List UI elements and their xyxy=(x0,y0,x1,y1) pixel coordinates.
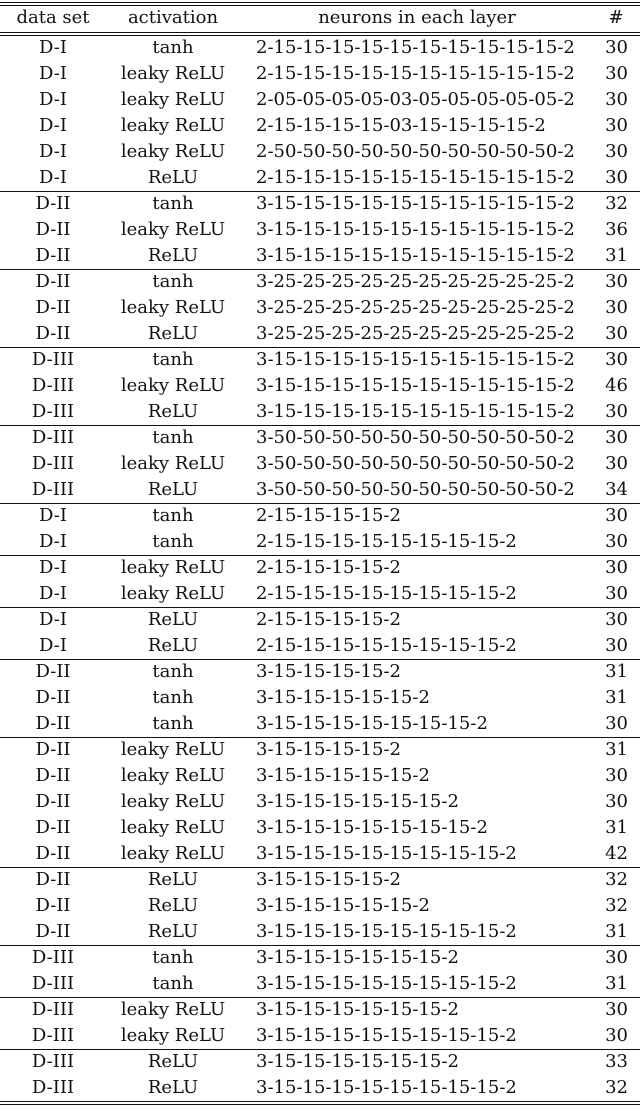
cell-neurons: 3-50-50-50-50-50-50-50-50-50-50-2 xyxy=(256,453,575,474)
cell-data-set: D-I xyxy=(39,89,67,110)
cell-data-set: D-II xyxy=(35,297,71,318)
cell-data-set: D-III xyxy=(31,453,75,474)
cell-neurons: 3-15-15-15-15-15-2 xyxy=(256,895,430,916)
cell-neurons: 3-15-15-15-15-15-15-15-15-2 xyxy=(256,973,517,994)
cell-data-set: D-II xyxy=(35,921,71,942)
cell-activation: tanh xyxy=(152,661,194,682)
table-row xyxy=(0,399,640,425)
cell-neurons: 3-15-15-15-15-15-15-15-15-2 xyxy=(256,843,517,864)
cell-count: 31 xyxy=(605,973,628,994)
cell-count: 30 xyxy=(605,999,628,1020)
table-row xyxy=(0,763,640,789)
cell-neurons: 2-15-15-15-15-15-15-15-15-15-15-2 xyxy=(256,63,575,84)
cell-activation: tanh xyxy=(152,349,194,370)
cell-neurons: 3-15-15-15-15-15-15-15-15-2 xyxy=(256,921,517,942)
table-row xyxy=(0,971,640,997)
cell-count: 31 xyxy=(605,687,628,708)
cell-neurons: 3-15-15-15-15-2 xyxy=(256,869,401,890)
cell-activation: ReLU xyxy=(147,1051,199,1072)
cell-count: 30 xyxy=(605,37,628,58)
cell-count: 30 xyxy=(605,167,628,188)
header-activation: activation xyxy=(127,7,219,28)
cell-count: 30 xyxy=(605,531,628,552)
cell-count: 34 xyxy=(605,479,628,500)
cell-neurons: 2-15-15-15-15-15-15-15-15-15-15-2 xyxy=(256,167,575,188)
table-row xyxy=(0,633,640,659)
cell-neurons: 3-50-50-50-50-50-50-50-50-50-50-2 xyxy=(256,427,575,448)
top-rule xyxy=(0,2,640,3)
cell-neurons: 3-15-15-15-15-15-2 xyxy=(256,687,430,708)
table-row xyxy=(0,815,640,841)
cell-data-set: D-II xyxy=(35,713,71,734)
table-row xyxy=(0,61,640,87)
cell-activation: tanh xyxy=(152,687,194,708)
cell-count: 30 xyxy=(605,323,628,344)
bottom-rule xyxy=(0,1101,640,1102)
cell-activation: tanh xyxy=(152,505,194,526)
table-row xyxy=(0,165,640,191)
table-row xyxy=(0,659,640,685)
cell-data-set: D-I xyxy=(39,635,67,656)
table-row xyxy=(0,217,640,243)
cell-neurons: 2-50-50-50-50-50-50-50-50-50-50-2 xyxy=(256,141,575,162)
cell-activation: ReLU xyxy=(147,245,199,266)
cell-activation: leaky ReLU xyxy=(120,453,226,474)
header-row xyxy=(0,5,640,31)
cell-data-set: D-II xyxy=(35,271,71,292)
table-row xyxy=(0,945,640,971)
cell-activation: leaky ReLU xyxy=(120,89,226,110)
cell-count: 30 xyxy=(605,791,628,812)
table-row xyxy=(0,581,640,607)
cell-data-set: D-II xyxy=(35,817,71,838)
cell-count: 30 xyxy=(605,583,628,604)
cell-data-set: D-I xyxy=(39,141,67,162)
cell-activation: tanh xyxy=(152,427,194,448)
cell-activation: tanh xyxy=(152,531,194,552)
cell-activation: ReLU xyxy=(147,479,199,500)
cell-neurons: 3-15-15-15-15-15-15-15-15-15-15-2 xyxy=(256,193,575,214)
table-row xyxy=(0,321,640,347)
cell-count: 30 xyxy=(605,505,628,526)
cell-data-set: D-I xyxy=(39,557,67,578)
cell-neurons: 3-15-15-15-15-15-15-15-2 xyxy=(256,713,488,734)
cell-count: 30 xyxy=(605,141,628,162)
cell-data-set: D-III xyxy=(31,999,75,1020)
cell-neurons: 3-15-15-15-15-15-15-15-15-2 xyxy=(256,1077,517,1098)
cell-count: 46 xyxy=(605,375,628,396)
table-row xyxy=(0,841,640,867)
table-row xyxy=(0,295,640,321)
table-row xyxy=(0,425,640,451)
table-row xyxy=(0,711,640,737)
cell-activation: ReLU xyxy=(147,323,199,344)
cell-neurons: 3-15-15-15-15-15-15-15-15-15-15-2 xyxy=(256,245,575,266)
cell-activation: ReLU xyxy=(147,401,199,422)
cell-count: 30 xyxy=(605,271,628,292)
cell-activation: tanh xyxy=(152,713,194,734)
cell-count: 31 xyxy=(605,817,628,838)
cell-data-set: D-II xyxy=(35,739,71,760)
table-row xyxy=(0,35,640,61)
cell-activation: leaky ReLU xyxy=(120,765,226,786)
cell-activation: ReLU xyxy=(147,609,199,630)
cell-activation: ReLU xyxy=(147,635,199,656)
cell-count: 30 xyxy=(605,947,628,968)
cell-count: 30 xyxy=(605,63,628,84)
cell-neurons: 2-15-15-15-15-2 xyxy=(256,609,401,630)
cell-count: 31 xyxy=(605,739,628,760)
cell-count: 30 xyxy=(605,427,628,448)
table-row xyxy=(0,685,640,711)
cell-data-set: D-III xyxy=(31,1077,75,1098)
cell-activation: leaky ReLU xyxy=(120,115,226,136)
cell-neurons: 3-15-15-15-15-15-15-2 xyxy=(256,1051,459,1072)
cell-neurons: 3-15-15-15-15-2 xyxy=(256,661,401,682)
cell-data-set: D-I xyxy=(39,167,67,188)
cell-count: 32 xyxy=(605,895,628,916)
cell-activation: tanh xyxy=(152,271,194,292)
cell-neurons: 2-15-15-15-15-2 xyxy=(256,557,401,578)
cell-activation: leaky ReLU xyxy=(120,219,226,240)
table-row xyxy=(0,1023,640,1049)
cell-activation: leaky ReLU xyxy=(120,583,226,604)
cell-count: 31 xyxy=(605,921,628,942)
cell-data-set: D-II xyxy=(35,219,71,240)
cell-data-set: D-III xyxy=(31,375,75,396)
cell-count: 30 xyxy=(605,765,628,786)
cell-data-set: D-III xyxy=(31,1051,75,1072)
cell-activation: ReLU xyxy=(147,869,199,890)
table-row xyxy=(0,139,640,165)
table-row xyxy=(0,997,640,1023)
cell-activation: leaky ReLU xyxy=(120,817,226,838)
table-row xyxy=(0,919,640,945)
cell-data-set: D-II xyxy=(35,791,71,812)
cell-neurons: 2-15-15-15-15-15-15-15-15-2 xyxy=(256,635,517,656)
table-row xyxy=(0,373,640,399)
cell-activation: tanh xyxy=(152,37,194,58)
cell-neurons: 3-15-15-15-15-15-15-15-15-15-15-2 xyxy=(256,401,575,422)
cell-data-set: D-III xyxy=(31,973,75,994)
table-row xyxy=(0,269,640,295)
cell-count: 30 xyxy=(605,713,628,734)
cell-count: 30 xyxy=(605,635,628,656)
cell-activation: leaky ReLU xyxy=(120,557,226,578)
cell-data-set: D-III xyxy=(31,479,75,500)
cell-data-set: D-II xyxy=(35,323,71,344)
cell-activation: leaky ReLU xyxy=(120,791,226,812)
cell-data-set: D-I xyxy=(39,37,67,58)
cell-count: 30 xyxy=(605,609,628,630)
cell-data-set: D-II xyxy=(35,895,71,916)
cell-neurons: 2-15-15-15-15-15-15-15-15-2 xyxy=(256,583,517,604)
cell-activation: tanh xyxy=(152,947,194,968)
cell-neurons: 3-15-15-15-15-15-15-15-15-15-15-2 xyxy=(256,375,575,396)
cell-neurons: 3-15-15-15-15-15-15-15-15-15-15-2 xyxy=(256,219,575,240)
cell-neurons: 3-25-25-25-25-25-25-25-25-25-25-2 xyxy=(256,323,575,344)
cell-count: 32 xyxy=(605,869,628,890)
table-row xyxy=(0,529,640,555)
table-row xyxy=(0,867,640,893)
cell-count: 30 xyxy=(605,89,628,110)
cell-data-set: D-I xyxy=(39,531,67,552)
cell-count: 30 xyxy=(605,1025,628,1046)
cell-data-set: D-II xyxy=(35,765,71,786)
cell-activation: ReLU xyxy=(147,1077,199,1098)
cell-count: 30 xyxy=(605,453,628,474)
cell-data-set: D-III xyxy=(31,427,75,448)
table-row xyxy=(0,87,640,113)
cell-activation: ReLU xyxy=(147,921,199,942)
cell-neurons: 2-05-05-05-05-03-05-05-05-05-05-2 xyxy=(256,89,575,110)
table-row xyxy=(0,737,640,763)
table-row xyxy=(0,1049,640,1075)
cell-activation: leaky ReLU xyxy=(120,63,226,84)
cell-neurons: 3-25-25-25-25-25-25-25-25-25-25-2 xyxy=(256,271,575,292)
table-row xyxy=(0,113,640,139)
cell-count: 30 xyxy=(605,297,628,318)
cell-activation: leaky ReLU xyxy=(120,739,226,760)
table-row xyxy=(0,451,640,477)
cell-neurons: 3-15-15-15-15-15-15-2 xyxy=(256,947,459,968)
cell-neurons: 3-15-15-15-15-2 xyxy=(256,739,401,760)
cell-activation: leaky ReLU xyxy=(120,999,226,1020)
header-rule xyxy=(0,32,640,33)
cell-neurons: 2-15-15-15-15-15-15-15-15-2 xyxy=(256,531,517,552)
cell-activation: leaky ReLU xyxy=(120,375,226,396)
table-row xyxy=(0,893,640,919)
bottom-rule-inner xyxy=(0,1104,640,1105)
cell-data-set: D-II xyxy=(35,193,71,214)
cell-data-set: D-III xyxy=(31,401,75,422)
table-row xyxy=(0,347,640,373)
cell-data-set: D-III xyxy=(31,947,75,968)
cell-count: 30 xyxy=(605,401,628,422)
table-row xyxy=(0,243,640,269)
cell-count: 32 xyxy=(605,193,628,214)
header-count: # xyxy=(608,7,624,28)
table-row xyxy=(0,607,640,633)
cell-data-set: D-I xyxy=(39,609,67,630)
cell-data-set: D-II xyxy=(35,661,71,682)
cell-data-set: D-I xyxy=(39,115,67,136)
cell-activation: tanh xyxy=(152,193,194,214)
cell-neurons: 3-15-15-15-15-15-15-15-15-2 xyxy=(256,1025,517,1046)
table-row xyxy=(0,191,640,217)
cell-activation: ReLU xyxy=(147,895,199,916)
cell-data-set: D-II xyxy=(35,687,71,708)
cell-neurons: 3-15-15-15-15-15-15-2 xyxy=(256,791,459,812)
table-row xyxy=(0,1075,640,1101)
cell-count: 30 xyxy=(605,557,628,578)
cell-activation: leaky ReLU xyxy=(120,843,226,864)
cell-count: 42 xyxy=(605,843,628,864)
cell-neurons: 3-15-15-15-15-15-15-2 xyxy=(256,999,459,1020)
cell-data-set: D-II xyxy=(35,869,71,890)
cell-neurons: 2-15-15-15-15-2 xyxy=(256,505,401,526)
header-data-set: data set xyxy=(16,7,90,28)
cell-count: 33 xyxy=(605,1051,628,1072)
cell-data-set: D-II xyxy=(35,843,71,864)
cell-count: 31 xyxy=(605,661,628,682)
cell-neurons: 3-15-15-15-15-15-15-15-15-15-15-2 xyxy=(256,349,575,370)
cell-data-set: D-I xyxy=(39,63,67,84)
cell-data-set: D-I xyxy=(39,583,67,604)
cell-data-set: D-III xyxy=(31,349,75,370)
cell-activation: leaky ReLU xyxy=(120,297,226,318)
cell-activation: leaky ReLU xyxy=(120,1025,226,1046)
cell-count: 30 xyxy=(605,349,628,370)
cell-count: 36 xyxy=(605,219,628,240)
cell-activation: leaky ReLU xyxy=(120,141,226,162)
cell-count: 30 xyxy=(605,115,628,136)
cell-neurons: 2-15-15-15-15-03-15-15-15-15-2 xyxy=(256,115,546,136)
cell-neurons: 2-15-15-15-15-15-15-15-15-15-15-2 xyxy=(256,37,575,58)
cell-data-set: D-I xyxy=(39,505,67,526)
table-row xyxy=(0,789,640,815)
cell-count: 32 xyxy=(605,1077,628,1098)
table-row xyxy=(0,477,640,503)
cell-neurons: 3-25-25-25-25-25-25-25-25-25-25-2 xyxy=(256,297,575,318)
cell-activation: tanh xyxy=(152,973,194,994)
cell-data-set: D-III xyxy=(31,1025,75,1046)
table-row xyxy=(0,503,640,529)
cell-data-set: D-II xyxy=(35,245,71,266)
cell-neurons: 3-50-50-50-50-50-50-50-50-50-50-2 xyxy=(256,479,575,500)
cell-neurons: 3-15-15-15-15-15-2 xyxy=(256,765,430,786)
cell-neurons: 3-15-15-15-15-15-15-15-2 xyxy=(256,817,488,838)
cell-count: 31 xyxy=(605,245,628,266)
header-neurons: neurons in each layer xyxy=(318,7,516,28)
table-row xyxy=(0,555,640,581)
cell-activation: ReLU xyxy=(147,167,199,188)
